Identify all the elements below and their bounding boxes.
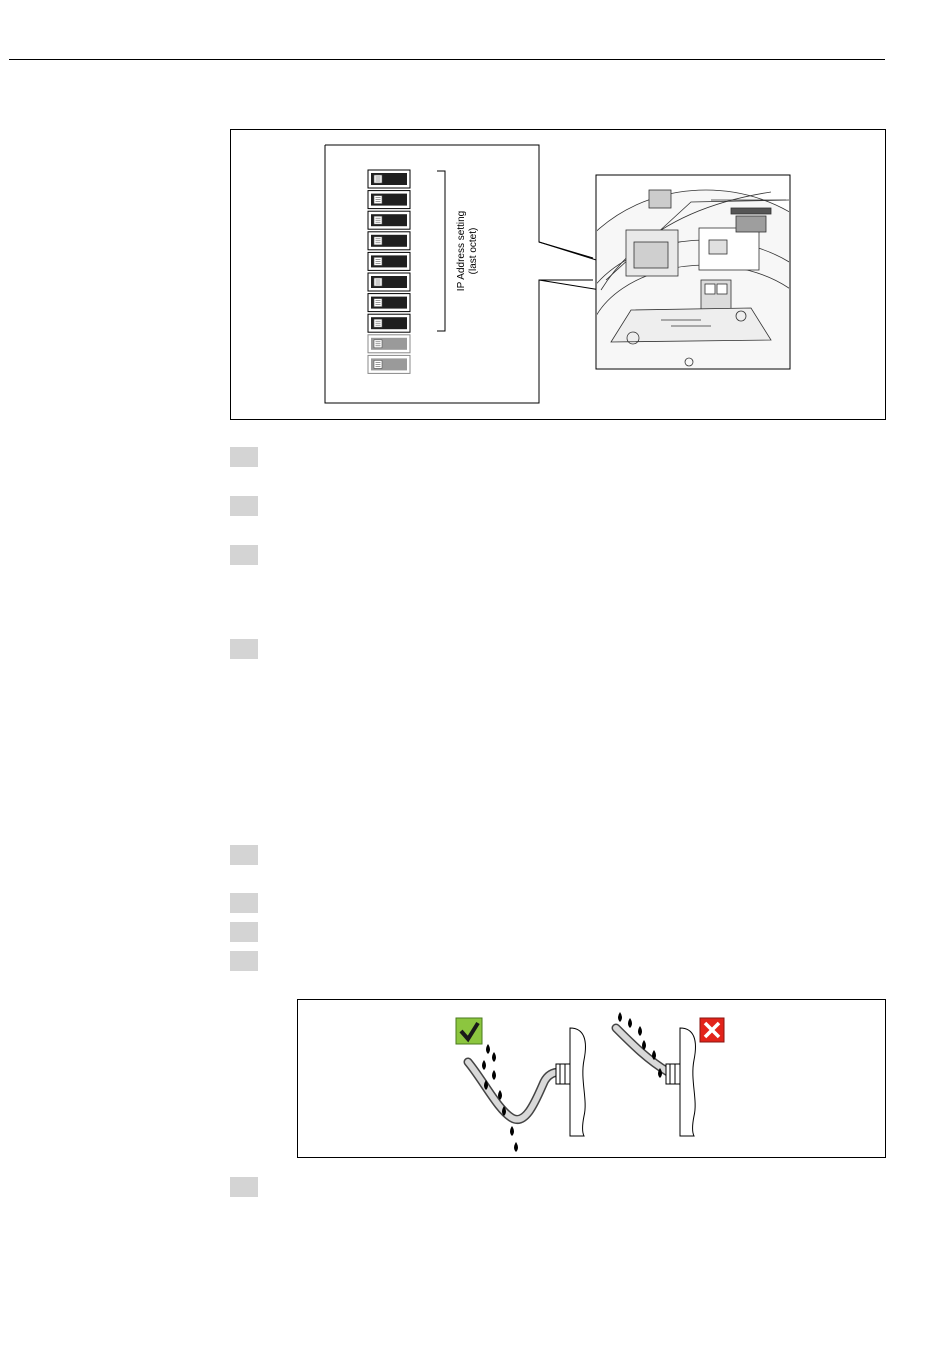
step-marker-1 bbox=[230, 447, 258, 467]
dip-switch-group bbox=[368, 170, 410, 373]
cross-icon bbox=[700, 1018, 724, 1042]
dip-switch-4 bbox=[368, 232, 410, 250]
dip-switch-10 bbox=[368, 355, 410, 373]
step-marker-5 bbox=[230, 845, 258, 865]
dip-switch-9 bbox=[368, 335, 410, 353]
dip-switch-5 bbox=[368, 252, 410, 270]
figure-ip-address-switches bbox=[230, 129, 886, 420]
dip-switch-8 bbox=[368, 314, 410, 332]
ip-label-line2: (last octet) bbox=[468, 227, 479, 275]
check-icon bbox=[456, 1018, 482, 1044]
step-marker-8 bbox=[230, 951, 258, 971]
figure1-drawing bbox=[231, 130, 885, 419]
dip-switch-2 bbox=[368, 191, 410, 209]
brand-logo bbox=[763, 0, 885, 48]
device-electronics-photo bbox=[556, 175, 856, 419]
dip-switch-1 bbox=[368, 170, 410, 188]
dip-switch-3 bbox=[368, 211, 410, 229]
wrong-cable-no-loop bbox=[616, 1012, 695, 1136]
figure-drip-loop bbox=[297, 999, 886, 1158]
step-marker-2 bbox=[230, 496, 258, 516]
header-rule bbox=[9, 59, 885, 60]
correct-cable-drip-loop bbox=[468, 1028, 585, 1152]
dip-switch-6 bbox=[368, 273, 410, 291]
step-marker-9 bbox=[230, 1177, 258, 1197]
step-marker-6 bbox=[230, 893, 258, 913]
figure2-drawing bbox=[298, 1000, 885, 1157]
step-marker-7 bbox=[230, 922, 258, 942]
dip-switch-7 bbox=[368, 294, 410, 312]
endress-hauser-logo-icon bbox=[763, 0, 885, 48]
step-marker-3 bbox=[230, 545, 258, 565]
ip-label-line1: IP Address setting bbox=[456, 210, 467, 292]
step-marker-4 bbox=[230, 639, 258, 659]
